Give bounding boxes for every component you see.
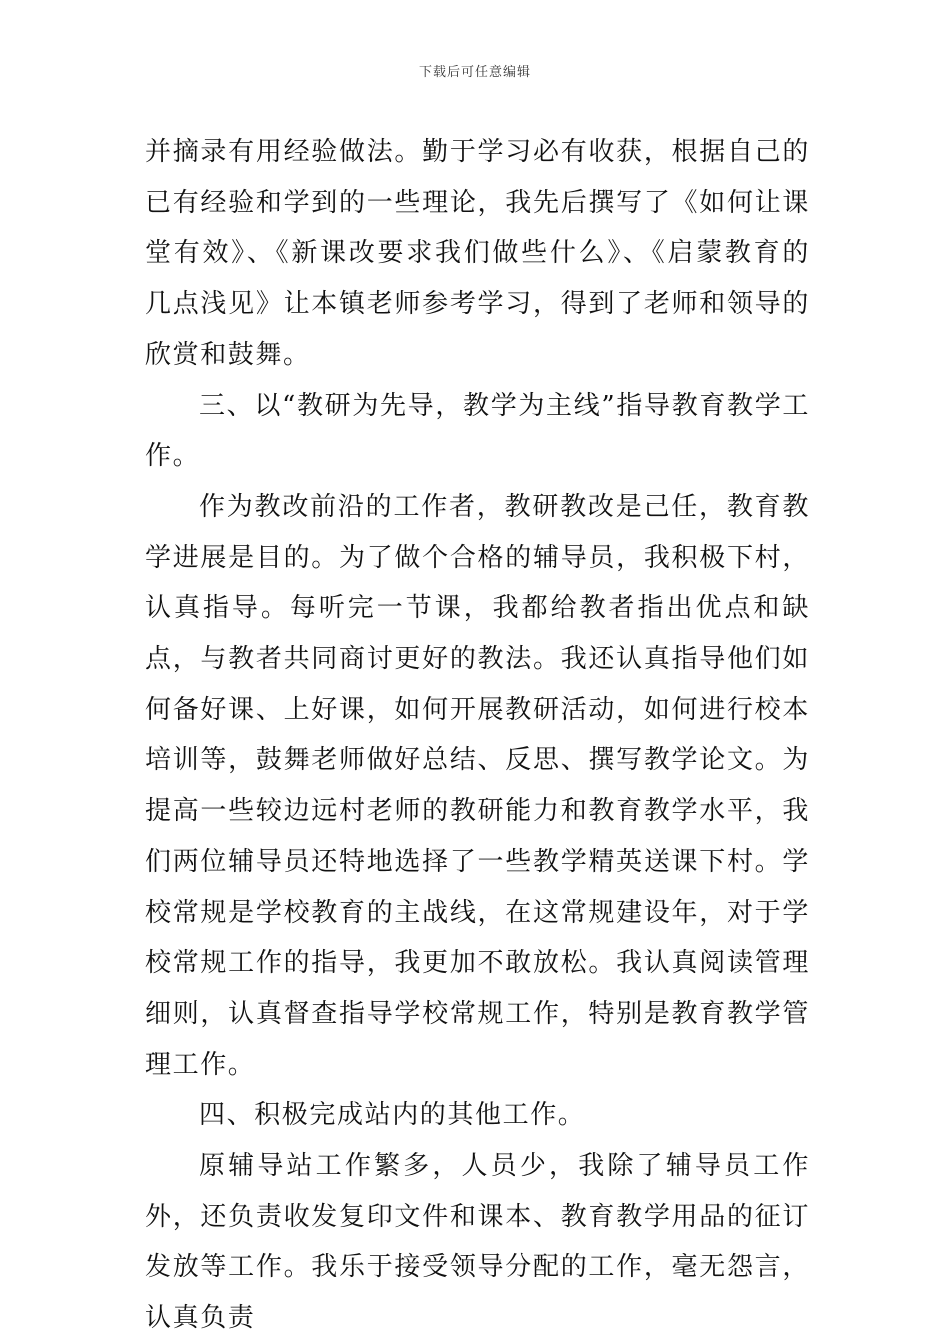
paragraph-teaching-research: 作为教改前沿的工作者，教研教改是己任，教育教学进展是目的。为了做个合格的辅导员，我积极下村，认真指导。每听完一节课，我都给教者指出优点和缺点，与教者共同商讨更好的教法。我还认真指导他们如何备好课、上好课，如何开展教研活动，如何进行校本培训等，鼓舞老师做好总结、反思、撰写教学论文。为提高一些较边远村老师的教研能力和教育教学水平，我们两位辅导员还特地选择了一些教学精英送课下村。学校常规是学校教育的主战线，在这常规建设年，对于学校常规工作的指导，我更加不敢放松。我认真阅读管理细则，认真督查指导学校常规工作，特别是教育教学管理工作。 — [145, 491, 810, 1080]
section-heading-4: 四、积极完成站内的其他工作。 — [199, 1100, 586, 1131]
paragraph-continuation: 并摘录有用经验做法。勤于学习必有收获，根据自己的已有经验和学到的一些理论，我先后撰写了《如何让课堂有效》、《新课改要求我们做些什么》、《启蒙教育的几点浅见》让本镇老师参考学习，得到了老师和领导的欣赏和鼓舞。 — [145, 137, 810, 370]
page-header: 下载后可任意编辑 — [418, 65, 531, 80]
section-heading-3: 三、以“教研为先导，教学为主线”指导教育教学工作。 — [145, 390, 810, 472]
paragraph-other-work: 原辅导站工作繁多，人员少，我除了辅导员工作外，还负责收发复印文件和课本、教育教学用品的征订发放等工作。我乐于接受领导分配的工作，毫无怨言，认真负责 — [145, 1151, 810, 1334]
document-body — [145, 127, 810, 1344]
